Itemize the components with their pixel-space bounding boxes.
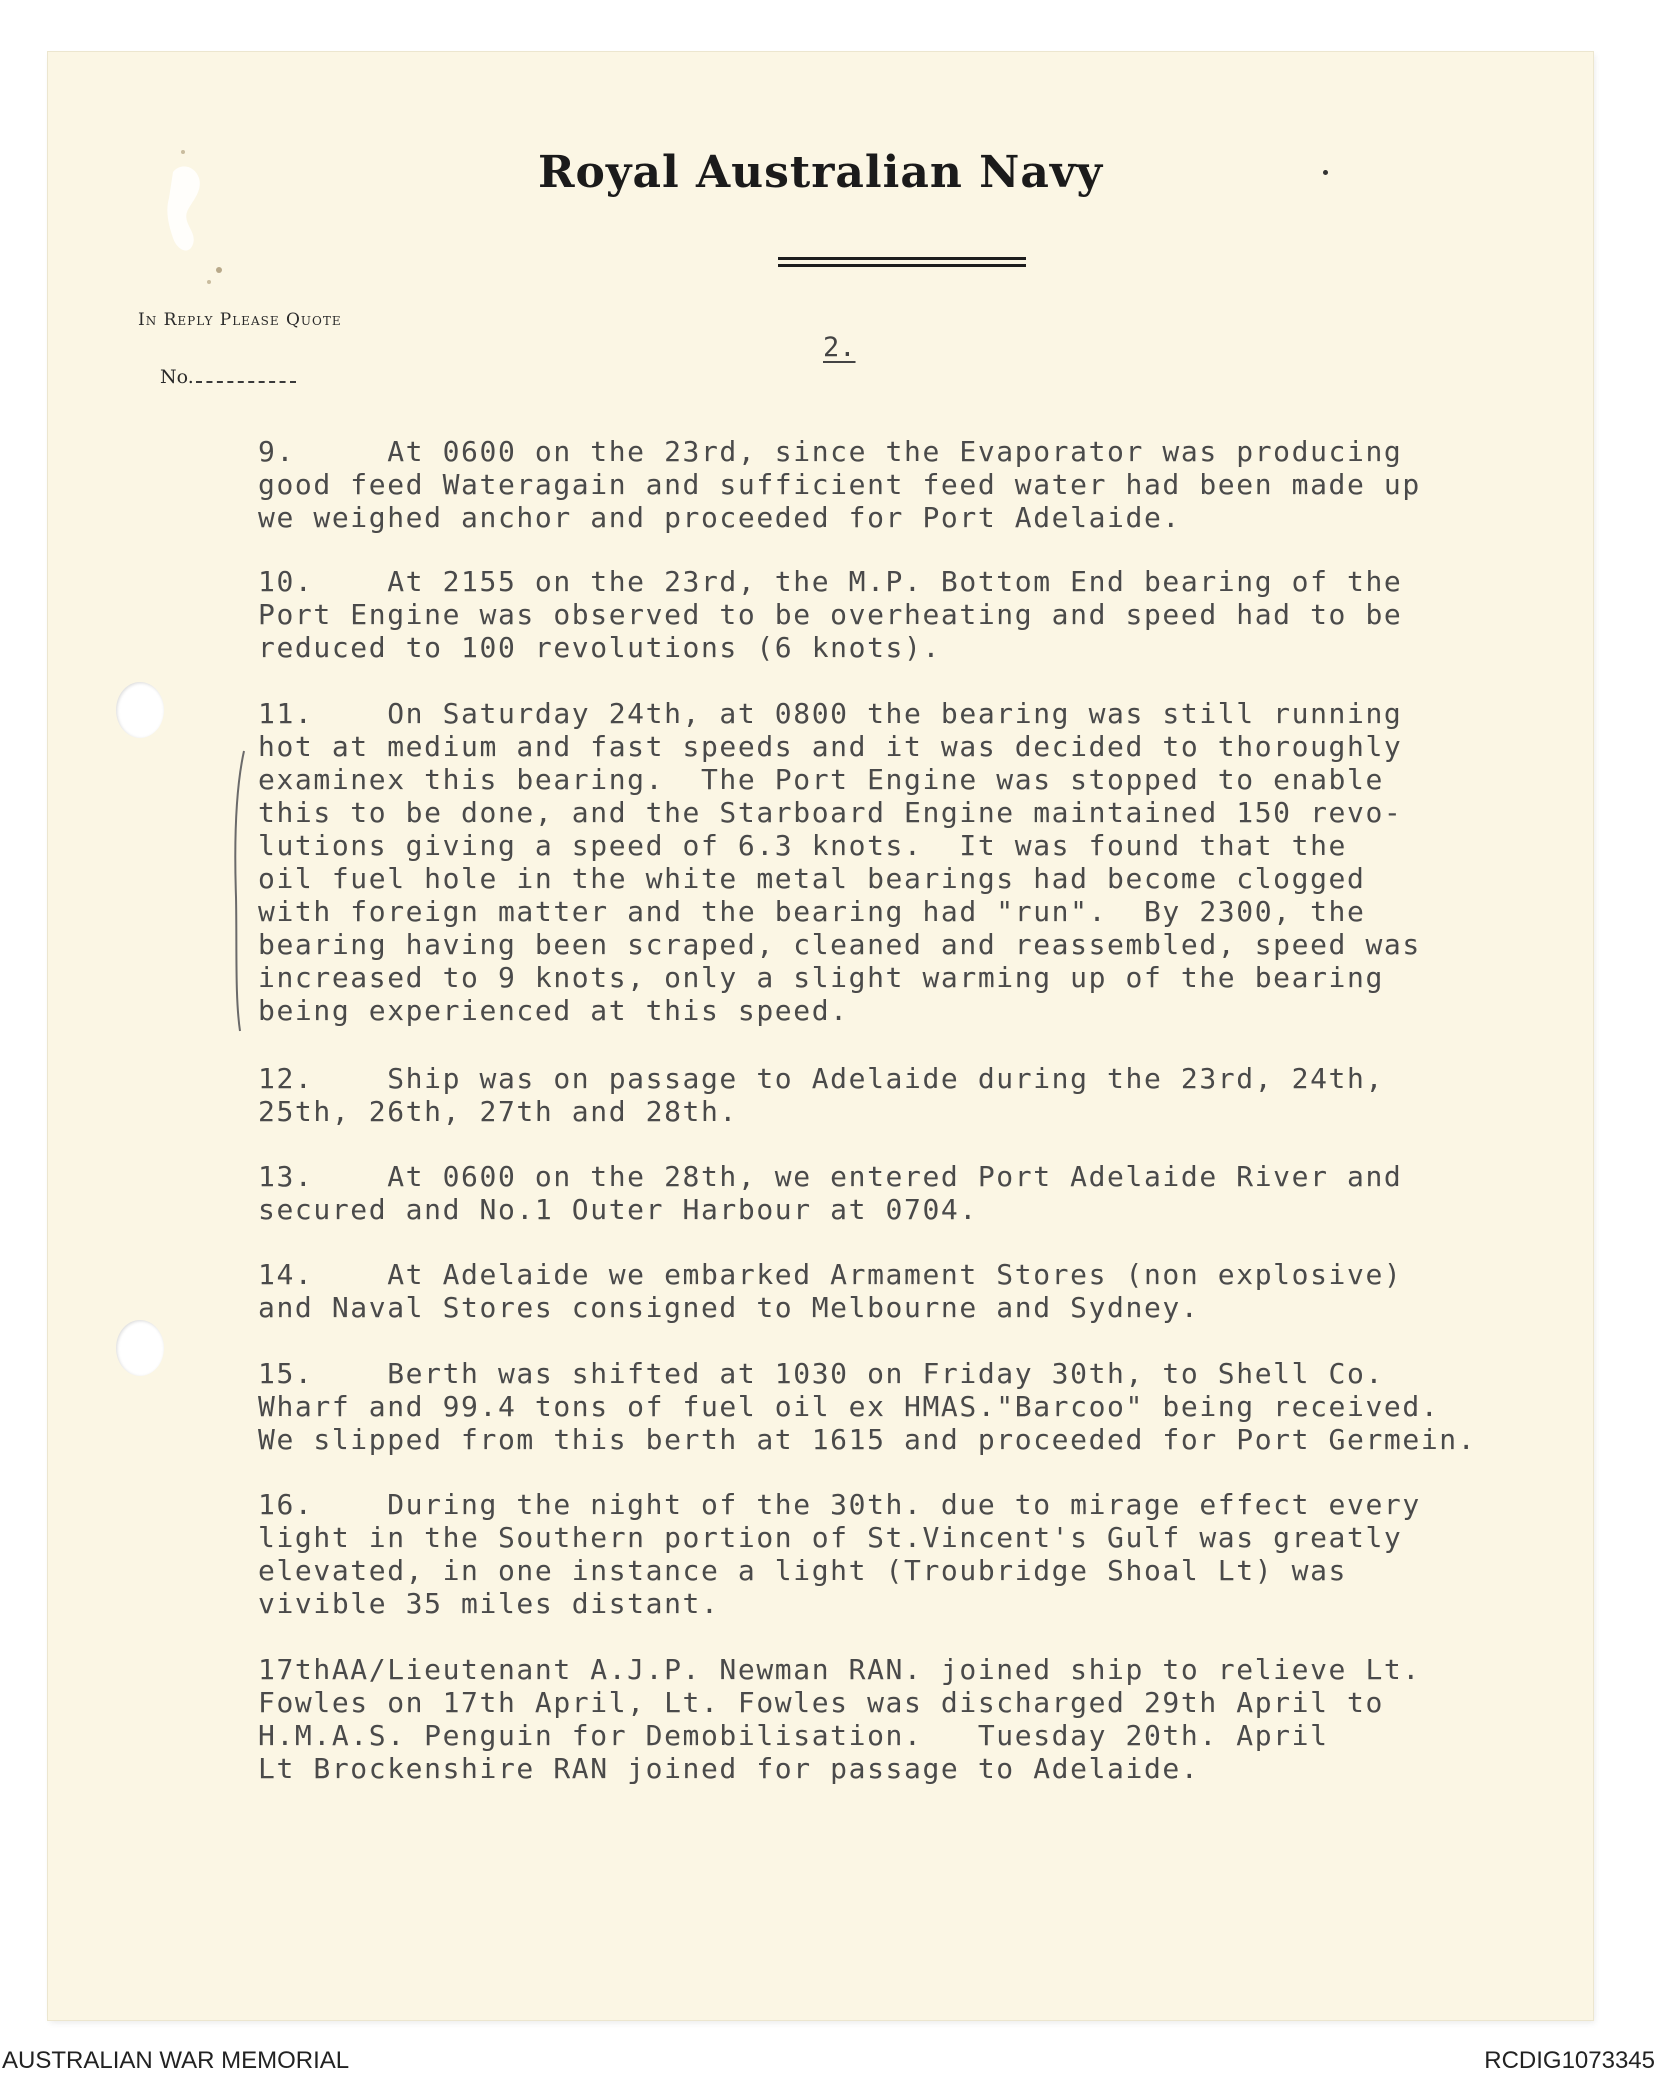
text-line: lutions giving a speed of 6.3 knots. It was found that the (258, 829, 1347, 862)
reply-number-field (160, 366, 296, 388)
text-line: Port Engine was observed to be overheating and speed had to be (258, 598, 1403, 631)
page-number: 2. (823, 332, 856, 363)
reply-quote-label: In Reply Please Quote (138, 310, 342, 330)
paragraph-16 (258, 1488, 1578, 1620)
text-line: 17thAA/Lieutenant A.J.P. Newman RAN. joined ship to relieve Lt. (258, 1653, 1421, 1686)
text-line: increased to 9 knots, only a slight warming up of the bearing (258, 961, 1384, 994)
text-line: 13. At 0600 on the 28th, we entered Port Adelaide River and (258, 1160, 1403, 1193)
text-line: 14. At Adelaide we embarked Armament Stores (non explosive) (258, 1258, 1403, 1291)
document-page (48, 52, 1593, 2020)
text-line: 12. Ship was on passage to Adelaide during the 23rd, 24th, (258, 1062, 1384, 1095)
paragraph-15 (258, 1357, 1578, 1456)
text-line: 11. On Saturday 24th, at 0800 the bearing was still running (258, 697, 1403, 730)
text-line: light in the Southern portion of St.Vincent's Gulf was greatly (258, 1521, 1403, 1554)
text-line: Lt Brockenshire RAN joined for passage to Adelaide. (258, 1752, 1200, 1785)
text-line: 16. During the night of the 30th. due to mirage effect every (258, 1488, 1421, 1521)
text-line: elevated, in one instance a light (Troubridge Shoal Lt) was (258, 1554, 1347, 1587)
text-line: examinex this bearing. The Port Engine was stopped to enable (258, 763, 1384, 796)
text-line: H.M.A.S. Penguin for Demobilisation. Tuesday 20th. April (258, 1719, 1329, 1752)
text-line: hot at medium and fast speeds and it was decided to thoroughly (258, 730, 1403, 763)
text-line: bearing having been scraped, cleaned and reassembled, speed was (258, 928, 1421, 961)
text-line: vivible 35 miles distant. (258, 1587, 720, 1620)
punch-hole-lower (116, 1320, 164, 1376)
text-line: 10. At 2155 on the 23rd, the M.P. Bottom End bearing of the (258, 565, 1403, 598)
ink-dot (1323, 170, 1328, 175)
letterhead-title: Royal Australian Navy (537, 147, 1104, 198)
text-line: We slipped from this berth at 1615 and proceeded for Port Germein. (258, 1423, 1477, 1456)
footer-record-id: RCDIG1073345 (1484, 2047, 1655, 2074)
text-line: 15. Berth was shifted at 1030 on Friday 30th, to Shell Co. (258, 1357, 1384, 1390)
text-line: Fowles on 17th April, Lt. Fowles was discharged 29th April to (258, 1686, 1384, 1719)
text-line: with foreign matter and the bearing had "run". By 2300, the (258, 895, 1366, 928)
paragraph-10 (258, 565, 1578, 664)
paragraph-13 (258, 1160, 1578, 1226)
text-line: we weighed anchor and proceeded for Port Adelaide. (258, 501, 1181, 534)
letterhead-rule-bottom (778, 264, 1026, 267)
text-line: being experienced at this speed. (258, 994, 849, 1027)
text-line: and Naval Stores consigned to Melbourne and Sydney. (258, 1291, 1200, 1324)
text-line: Wharf and 99.4 tons of fuel oil ex HMAS."Barcoo" being received. (258, 1390, 1440, 1423)
margin-pencil-mark (226, 747, 250, 1037)
text-line: reduced to 100 revolutions (6 knots). (258, 631, 941, 664)
punch-hole-upper (116, 682, 164, 738)
text-line: 25th, 26th, 27th and 28th. (258, 1095, 738, 1128)
letterhead-rule-top (778, 257, 1026, 260)
text-line: oil fuel hole in the white metal bearings had become clogged (258, 862, 1366, 895)
text-line: 9. At 0600 on the 23rd, since the Evaporator was producing (258, 435, 1403, 468)
reply-number-blank (196, 381, 296, 383)
text-line: secured and No.1 Outer Harbour at 0704. (258, 1193, 978, 1226)
paragraph-17 (258, 1653, 1578, 1785)
paragraph-12 (258, 1062, 1578, 1128)
paragraph-14 (258, 1258, 1578, 1324)
text-line: good feed Wateragain and sufficient feed water had been made up (258, 468, 1421, 501)
footer-archive-name: AUSTRALIAN WAR MEMORIAL (2, 2047, 350, 2074)
paragraph-9 (258, 435, 1578, 534)
paragraph-11 (258, 697, 1578, 1027)
reply-number-label: No. (160, 366, 194, 388)
text-line: this to be done, and the Starboard Engine maintained 150 revo- (258, 796, 1403, 829)
